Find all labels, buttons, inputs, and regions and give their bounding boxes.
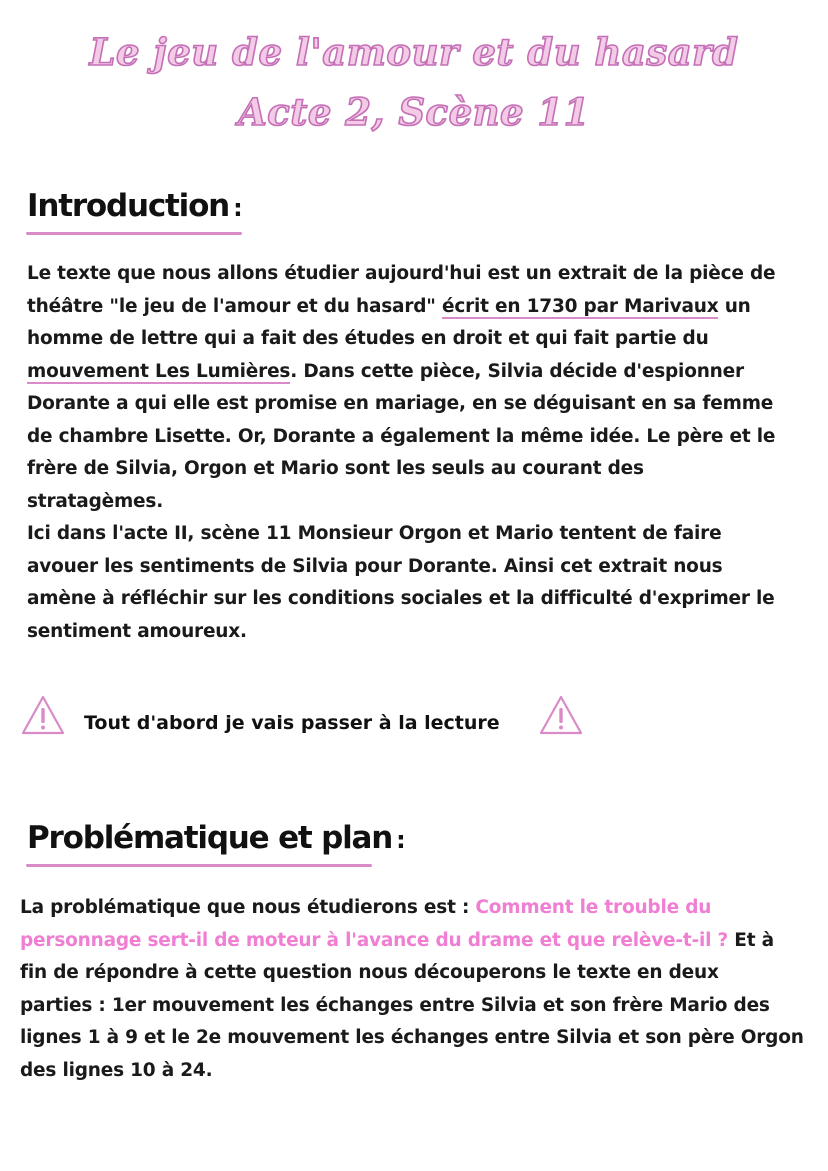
intro-line-5: Dorante a qui elle est promise en mariage, en se déguisant en sa femme bbox=[27, 393, 774, 414]
prob-line-6: des lignes 10 à 24. bbox=[20, 1059, 213, 1081]
title-line-2: Acte 2, Scène 11 bbox=[238, 90, 590, 134]
warning-triangle-icon bbox=[538, 694, 584, 736]
problematique-heading-text: Problématique et plan bbox=[27, 820, 393, 856]
intro-line-8: stratagèmes. bbox=[27, 490, 164, 512]
intro-line-1: Le texte que nous allons étudier aujourd'hui est un extrait de la pièce de bbox=[27, 263, 776, 284]
prob-line-2-end: Et à bbox=[728, 929, 774, 951]
prob-line-1-start: La problématique que nous étudierons est : bbox=[20, 897, 476, 918]
warning-text: Tout d'abord je vais passer à la lecture bbox=[84, 712, 500, 734]
introduction-heading-text: Introduction bbox=[27, 188, 230, 224]
intro-line-7: frère de Silvia, Orgon et Mario sont les seuls au courant des bbox=[27, 458, 644, 479]
intro-line-4 bbox=[27, 356, 775, 389]
intro-line-10: avouer les sentiments de Silvia pour Dorante. Ainsi cet extrait nous bbox=[27, 555, 723, 577]
prob-line-2 bbox=[20, 925, 804, 958]
intro-line-2-end: un bbox=[718, 295, 751, 317]
intro-line-11: amène à réfléchir sur les conditions sociales et la difficulté d'exprimer le bbox=[27, 588, 775, 609]
prob-line-1 bbox=[20, 892, 804, 925]
problematique-heading-colon: : bbox=[396, 826, 406, 854]
prob-line-3: fin de répondre à cette question nous découperons le texte en deux bbox=[20, 962, 719, 983]
problematique-heading-underline bbox=[26, 864, 372, 867]
introduction-paragraph bbox=[27, 258, 775, 648]
intro-line-2-start: théâtre "le jeu de l'amour et du hasard" bbox=[27, 295, 442, 317]
introduction-heading-underline bbox=[26, 232, 242, 235]
intro-line-2 bbox=[27, 291, 775, 324]
warning-row bbox=[20, 694, 620, 740]
introduction-heading bbox=[27, 188, 243, 224]
intro-line-9: Ici dans l'acte II, scène 11 Monsieur Orgon et Mario tentent de faire bbox=[27, 523, 722, 544]
title-line-1: Le jeu de l'amour et du hasard bbox=[89, 30, 739, 74]
prob-question-part-2: personnage sert-il de moteur à l'avance du drame et que relève-t-il ? bbox=[20, 929, 729, 951]
intro-line-3: homme de lettre qui a fait des études en droit et qui fait partie du bbox=[27, 328, 709, 349]
intro-line-12: sentiment amoureux. bbox=[27, 620, 247, 642]
warning-triangle-icon bbox=[20, 694, 66, 736]
introduction-heading-colon: : bbox=[233, 194, 243, 222]
intro-highlight-lumieres: mouvement Les Lumières bbox=[27, 360, 291, 382]
prob-line-5: lignes 1 à 9 et le 2e mouvement les échanges entre Silvia et son père Orgon bbox=[20, 1027, 804, 1048]
intro-line-6: de chambre Lisette. Or, Dorante a également la même idée. Le père et le bbox=[27, 425, 776, 447]
intro-line-4-end: . Dans cette pièce, Silvia décide d'espionner bbox=[290, 360, 744, 382]
prob-line-4: parties : 1er mouvement les échanges entre Silvia et son frère Mario des bbox=[20, 994, 770, 1016]
prob-question-part-1: Comment le trouble du bbox=[475, 897, 712, 918]
problematique-heading bbox=[27, 820, 406, 856]
problematique-paragraph bbox=[20, 892, 804, 1087]
intro-highlight-marivaux: écrit en 1730 par Marivaux bbox=[442, 295, 719, 317]
